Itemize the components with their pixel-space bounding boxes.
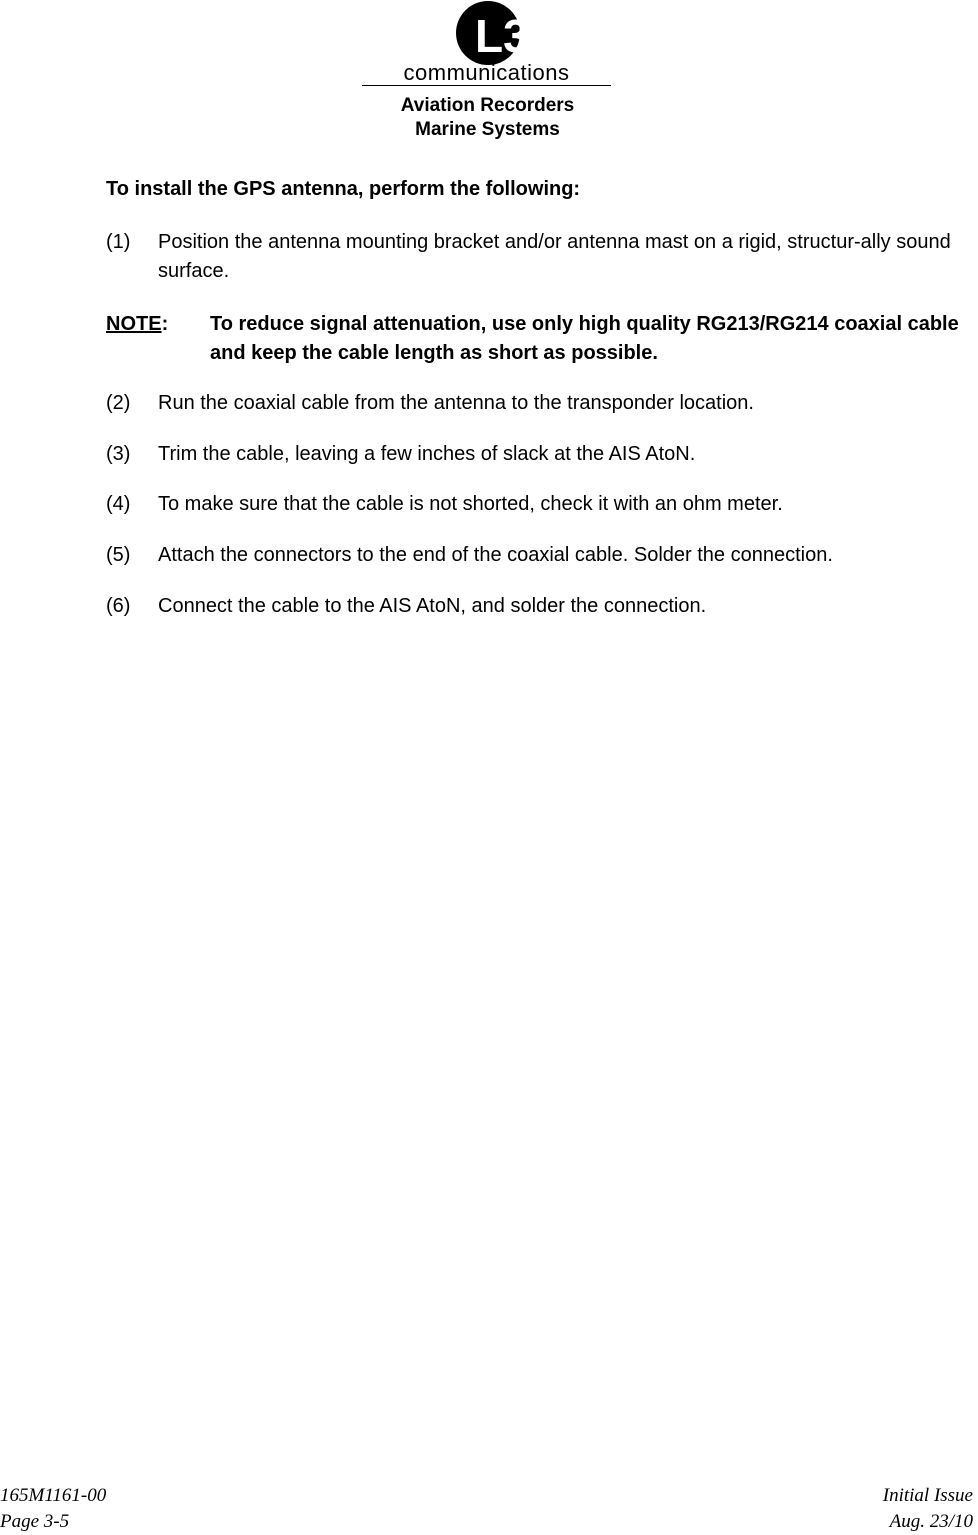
step-number: (4) xyxy=(106,493,131,515)
issue-date: Aug. 23/10 xyxy=(889,1511,973,1532)
division-line-2: Marine Systems xyxy=(415,119,560,140)
division-line-1: Aviation Recorders xyxy=(400,95,575,116)
step-number: (6) xyxy=(106,595,131,617)
step-text: Trim the cable, leaving a few inches of slack at the AIS AtoN. xyxy=(158,443,696,465)
procedure-intro: To install the GPS antenna, perform the following: xyxy=(106,178,581,200)
logo-rule xyxy=(362,85,611,86)
footer-left xyxy=(0,1483,106,1535)
doc-number: 165M1161-00 xyxy=(0,1485,107,1506)
step-number: (3) xyxy=(106,443,131,465)
page-number: Page 3-5 xyxy=(0,1511,70,1532)
l3-logo xyxy=(455,0,529,66)
step-text: Connect the cable to the AIS AtoN, and solder the connection. xyxy=(158,595,707,617)
logo-wordmark: communications xyxy=(403,60,570,85)
step-text: Position the antenna mounting bracket and/or antenna mast on a rigid, structur-ally sound surface. xyxy=(158,231,951,282)
step-text: Attach the connectors to the end of the coaxial cable. Solder the connection. xyxy=(158,544,833,566)
step-number: (2) xyxy=(106,392,131,414)
step-text: Run the coaxial cable from the antenna to the transponder location. xyxy=(158,392,754,414)
issue-status: Initial Issue xyxy=(882,1485,973,1506)
step-number: (1) xyxy=(106,231,131,253)
note-text: To reduce signal attenuation, use only high quality RG213/RG214 coaxial cable and keep the cable length as short as possible. xyxy=(210,313,959,364)
logo-letter: L3 xyxy=(475,10,529,62)
step-text: To make sure that the cable is not shorted, check it with an ohm meter. xyxy=(158,493,783,515)
step-number: (5) xyxy=(106,544,131,566)
note-label: NOTE: xyxy=(106,313,169,335)
footer-right xyxy=(883,1483,973,1535)
